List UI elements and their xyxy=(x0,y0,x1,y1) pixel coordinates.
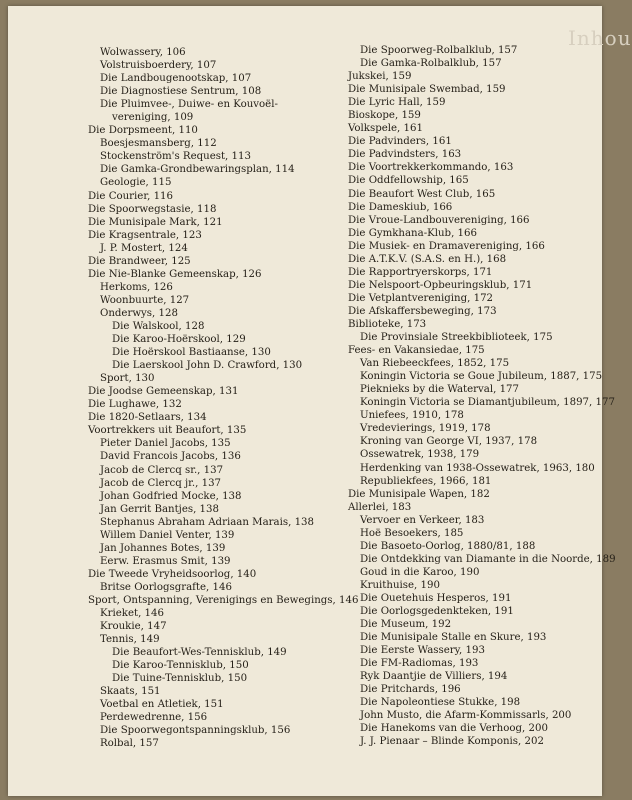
toc-entry: J. J. Pienaar – Blinde Komponis, 202 xyxy=(360,736,544,748)
toc-entry: Boesjesmansberg, 112 xyxy=(100,138,217,150)
toc-entry: Hoë Besoekers, 185 xyxy=(360,527,464,539)
bleed-through-heading: Inhou xyxy=(568,26,632,50)
toc-entry: Skaats, 151 xyxy=(100,686,161,698)
toc-entry: Die Lyric Hall, 159 xyxy=(348,97,446,109)
toc-entry: Die Kragsentrale, 123 xyxy=(88,229,202,241)
toc-entry: Pieknieks by die Waterval, 177 xyxy=(360,384,520,396)
toc-entry: Die Padvinders, 161 xyxy=(348,136,452,148)
toc-entry: Tennis, 149 xyxy=(100,634,160,646)
toc-entry: Die Napoleontiese Stukke, 198 xyxy=(360,697,521,709)
toc-entry: Die Landbougenootskap, 107 xyxy=(100,73,252,85)
toc-entry: Die Dorpsmeent, 110 xyxy=(88,125,198,137)
toc-entry: Die 1820-Setlaars, 134 xyxy=(88,412,207,424)
toc-entry: Die Brandweer, 125 xyxy=(88,255,191,267)
toc-entry: Ossewatrek, 1938, 179 xyxy=(360,449,480,461)
toc-entry: Kroukie, 147 xyxy=(100,621,167,633)
toc-entry: Jukskei, 159 xyxy=(348,71,412,83)
toc-entry: Die Karoo-Tennisklub, 150 xyxy=(112,660,249,672)
toc-entry: Kroning van George VI, 1937, 178 xyxy=(360,436,538,448)
toc-entry: Britse Oorlogsgrafte, 146 xyxy=(100,581,232,593)
toc-entry: Koningin Victoria se Diamantjubileum, 1897, 177 xyxy=(360,397,615,409)
toc-entry: Die Oddfellowship, 165 xyxy=(348,175,469,187)
toc-entry: Kruithuise, 190 xyxy=(360,579,440,591)
toc-entry: Rolbal, 157 xyxy=(100,738,159,750)
toc-entry: Ryk Daantjie de Villiers, 194 xyxy=(360,671,508,683)
toc-entry: Die Provinsiale Streekbiblioteek, 175 xyxy=(360,332,553,344)
toc-entry: Die Spoorwegontspanningsklub, 156 xyxy=(100,725,291,737)
toc-entry: Die Pritchards, 196 xyxy=(360,684,461,696)
toc-entry: Die Dameskiub, 166 xyxy=(348,201,453,213)
toc-entry: Die Vetplantvereniging, 172 xyxy=(348,292,494,304)
toc-entry: Allerlei, 183 xyxy=(348,501,412,513)
toc-entry: J. P. Mostert, 124 xyxy=(100,242,188,254)
toc-entry: Die Ouetehuis Hesperos, 191 xyxy=(360,592,512,604)
toc-entry: Die Eerste Wassery, 193 xyxy=(360,645,485,657)
toc-entry: Wolwassery, 106 xyxy=(100,47,186,58)
toc-entry: Die Beaufort West Club, 165 xyxy=(348,188,496,200)
toc-entry: Die Vroue-Landbouvereniging, 166 xyxy=(348,214,530,226)
toc-entry: Volstruisboerdery, 107 xyxy=(100,60,217,72)
toc-right-column xyxy=(348,44,616,749)
toc-entry: Biblioteke, 173 xyxy=(348,318,427,330)
toc-entry: Stephanus Abraham Adriaan Marais, 138 xyxy=(100,516,315,528)
book-page xyxy=(8,6,632,796)
toc-entry: Sport, 130 xyxy=(100,373,155,385)
toc-entry: Krieket, 146 xyxy=(100,608,164,620)
toc-entry: Jacob de Clercq sr., 137 xyxy=(100,464,224,476)
toc-entry: Die Tweede Vryheidsoorlog, 140 xyxy=(88,568,257,580)
toc-entry: Voetbal en Atletiek, 151 xyxy=(100,699,224,711)
toc-entry: Geologie, 115 xyxy=(100,177,172,189)
toc-entry: Van Riebeeckfees, 1852, 175 xyxy=(360,358,510,370)
toc-entry: Die Beaufort-Wes-Tennisklub, 149 xyxy=(112,647,287,659)
toc-entry: Volkspele, 161 xyxy=(348,123,423,135)
toc-entry: Die Walskool, 128 xyxy=(112,320,205,332)
toc-entry: Die Afskaffersbeweging, 173 xyxy=(348,305,497,317)
toc-entry: Bioskope, 159 xyxy=(348,110,421,122)
toc-entry: Jan Gerrit Bantjes, 138 xyxy=(100,503,220,515)
toc-entry: Republiekfees, 1966, 181 xyxy=(360,475,492,487)
toc-entry: Die Gamka-Grondbewaringsplan, 114 xyxy=(100,164,295,176)
toc-entry: Stockenström's Request, 113 xyxy=(100,151,251,163)
toc-entry: Onderwys, 128 xyxy=(100,307,178,319)
toc-entry: Perdewedrenne, 156 xyxy=(100,712,208,724)
toc-entry: Herkoms, 126 xyxy=(100,281,173,293)
toc-entry: Woonbuurte, 127 xyxy=(100,294,190,306)
toc-entry: Willem Daniel Venter, 139 xyxy=(100,529,235,541)
toc-entry: Koningin Victoria se Goue Jubileum, 1887, 175 xyxy=(360,371,603,383)
toc-entry: Die Laerskool John D. Crawford, 130 xyxy=(112,360,303,372)
toc-entry: Jan Johannes Botes, 139 xyxy=(100,542,226,554)
toc-entry: Die Joodse Gemeenskap, 131 xyxy=(88,386,239,398)
toc-entry: Die Spoorweg-Rolbalklub, 157 xyxy=(360,45,518,56)
toc-entry: Die Basoeto-Oorlog, 1880/81, 188 xyxy=(360,540,536,552)
toc-entry: Die Munisipale Wapen, 182 xyxy=(348,488,490,500)
toc-entry: Vredevierings, 1919, 178 xyxy=(360,423,491,435)
toc-entry: Die Diagnostiese Sentrum, 108 xyxy=(100,86,262,98)
toc-entry: Vervoer en Verkeer, 183 xyxy=(360,514,485,526)
toc-entry: Die Munisipale Stalle en Skure, 193 xyxy=(360,632,547,644)
toc-entry: Die Museum, 192 xyxy=(360,619,452,631)
toc-entry: Herdenking van 1938-Ossewatrek, 1963, 180 xyxy=(360,462,595,474)
toc-entry: Die A.T.K.V. (S.A.S. en H.), 168 xyxy=(348,253,507,265)
toc-entry: Die Courier, 116 xyxy=(88,190,174,202)
toc-entry: Die Rapportryerskorps, 171 xyxy=(348,266,493,278)
toc-entry: Die Tuine-Tennisklub, 150 xyxy=(112,673,248,685)
toc-entry: Die Spoorwegstasie, 118 xyxy=(88,203,217,215)
toc-entry: Die Karoo-Hoërskool, 129 xyxy=(112,334,246,346)
toc-left-column xyxy=(88,46,359,751)
toc-entry: Die Munisipale Swembad, 159 xyxy=(348,84,506,96)
toc-entry: Die Hanekoms van die Verhoog, 200 xyxy=(360,723,548,735)
toc-entry: John Musto, die Afarm-Kommissarls, 200 xyxy=(360,710,572,722)
toc-entry: Pieter Daniel Jacobs, 135 xyxy=(100,438,231,450)
toc-entry: David Francois Jacobs, 136 xyxy=(100,451,241,463)
toc-entry: Goud in die Karoo, 190 xyxy=(360,566,480,578)
toc-entry: Die Ontdekking van Diamante in die Noorde, 189 xyxy=(360,553,616,565)
toc-entry: Die Voortrekkerkommando, 163 xyxy=(348,162,514,174)
toc-entry: Die Padvindsters, 163 xyxy=(348,149,462,161)
toc-entry: Voortrekkers uit Beaufort, 135 xyxy=(88,425,247,437)
toc-entry: Die Lughawe, 132 xyxy=(88,399,182,411)
toc-entry: Die Oorlogsgedenkteken, 191 xyxy=(360,606,514,618)
toc-entry: Die Musiek- en Dramavereniging, 166 xyxy=(348,240,545,252)
toc-entry: Die FM-Radiomas, 193 xyxy=(360,658,479,670)
toc-entry: Fees- en Vakansiedae, 175 xyxy=(348,345,485,357)
toc-entry: Uniefees, 1910, 178 xyxy=(360,410,464,422)
toc-entry: Die Nelspoort-Opbeuringsklub, 171 xyxy=(348,279,533,291)
toc-entry: Die Hoërskool Bastiaanse, 130 xyxy=(112,347,271,359)
toc-entry: Die Munisipale Mark, 121 xyxy=(88,216,223,228)
toc-entry: Johan Godfried Mocke, 138 xyxy=(100,490,242,502)
toc-entry: Sport, Ontspanning, Verenigings en Bewegings, 146 xyxy=(88,594,359,606)
toc-entry: Die Pluimvee-, Duiwe- en Kouvoël- xyxy=(100,99,278,111)
toc-entry: Die Nie-Blanke Gemeenskap, 126 xyxy=(88,268,262,280)
toc-entry: Jacob de Clercq jr., 137 xyxy=(100,477,222,489)
toc-entry: Die Gymkhana-Klub, 166 xyxy=(348,227,478,239)
toc-entry: Die Gamka-Rolbalklub, 157 xyxy=(360,58,502,70)
toc-entry: vereniging, 109 xyxy=(112,112,194,124)
toc-entry: Eerw. Erasmus Smit, 139 xyxy=(100,555,231,567)
